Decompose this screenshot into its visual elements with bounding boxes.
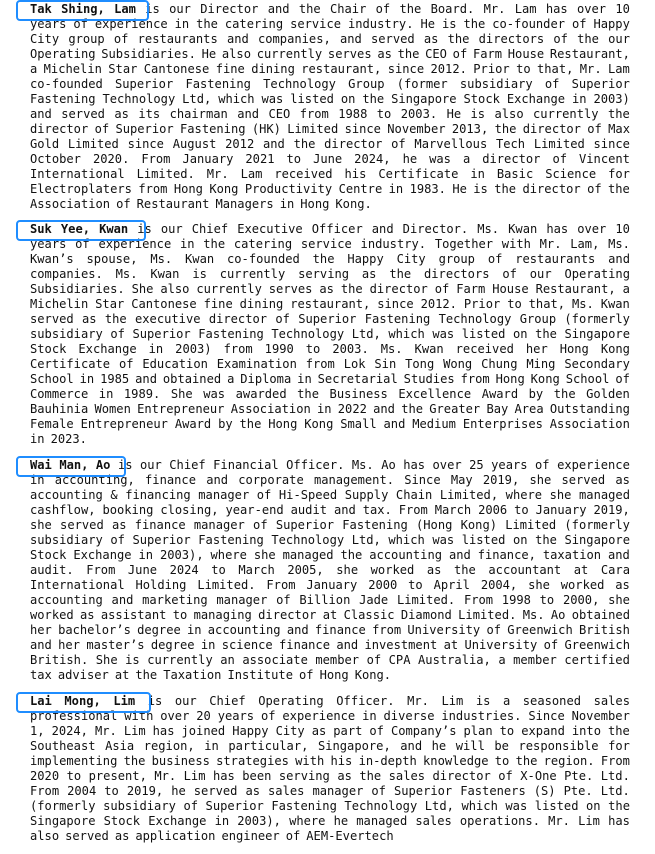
bio-line: Wai Man, Ao is our Chief Financial Officer. Ms. Ao has over 25 years of experience bbox=[30, 458, 630, 472]
bio-line: From 2004 to 2019, he served as sales manager of Superior Fasteners (S) Pte. Ltd. bbox=[30, 784, 630, 798]
bio-line: School in 1985 and obtained a Diploma in Secretarial Studies from Hong Kong School of bbox=[30, 372, 630, 386]
bio-line: in accounting, finance and corporate management. Since May 2019, she served as bbox=[30, 473, 630, 487]
bio-line: Certificate of Education Examination from Lok Sin Tong Wong Chung Ming Secondary bbox=[30, 357, 630, 371]
bio-line: in 2023. bbox=[30, 432, 87, 446]
bio-line: worked as assistant to managing director at Classic Diamond Limited. Ms. Ao obtained bbox=[30, 608, 630, 622]
bio-line: subsidiary of Superior Fastening Technology Ltd, which was listed on the Singapore bbox=[30, 327, 630, 341]
bio-line: implementing the business strategies with his in-depth knowledge to the region. From bbox=[30, 754, 630, 768]
bio-line: years of experience in the catering service industry. Together with Mr. Lam, Ms. bbox=[30, 237, 630, 251]
bio-line: Stock Exchange in 2003) from 1990 to 2003. Ms. Kwan received her Hong Kong bbox=[30, 342, 630, 356]
bio-kwan bbox=[30, 222, 630, 447]
bio-line: City group of restaurants and companies, and served as the directors of the our bbox=[30, 32, 630, 46]
bio-line: 1, 2024, Mr. Lim has joined Happy City as part of Company’s plan to expand into the bbox=[30, 724, 630, 738]
bio-line: Singapore Stock Exchange in 2003), where he managed sales operations. Mr. Lim has bbox=[30, 814, 630, 828]
bio-line: Tak Shing, Lam is our Director and the Chair of the Board. Mr. Lam has over 10 bbox=[30, 2, 630, 16]
bio-line: Lai Mong, Lim is our Chief Operating Officer. Mr. Lim is a seasoned sales bbox=[30, 694, 630, 708]
bio-line: Association of Restaurant Managers in Hong Kong. bbox=[30, 197, 372, 211]
bio-line: a Michelin Star Cantonese fine dining restaurant, since 2012. Prior to that, Mr. Lam bbox=[30, 62, 630, 76]
name-highlight-kwan[interactable] bbox=[16, 220, 146, 241]
bio-line: cashflow, booking closing, year-end audit and tax. From March 2006 to January 2019, bbox=[30, 503, 630, 517]
bio-line: Gold Limited since August 2012 and the director of Marvellous Tech Limited since bbox=[30, 137, 630, 151]
bio-line: Female Entrepreneur Award by the Hong Kong Small and Medium Enterprises Association bbox=[30, 417, 630, 431]
bio-line: Stock Exchange in 2003), where she managed the accounting and finance, taxation and bbox=[30, 548, 630, 562]
bio-line: Bauhinia Women Entrepreneur Association in 2022 and the Greater Bay Area Outstanding bbox=[30, 402, 630, 416]
bio-line: October 2020. From January 2021 to June 2024, he was a director of Vincent bbox=[30, 152, 630, 166]
bio-line: accounting & financing manager of Hi-Speed Supply Chain Limited, where she managed bbox=[30, 488, 630, 502]
bio-line: subsidiary of Superior Fastening Technology Ltd, which was listed on the Singapore bbox=[30, 533, 630, 547]
bio-line: tax adviser at the Taxation Institute of Hong Kong. bbox=[30, 668, 392, 682]
bio-line: companies. Ms. Kwan is currently serving as the directors of our Operating bbox=[30, 267, 630, 281]
bio-lim bbox=[30, 694, 630, 844]
name-highlight-lim[interactable] bbox=[16, 692, 151, 713]
bio-lam bbox=[30, 2, 630, 212]
bio-line: served as the executive director of Superior Fastening Technology Group (formerly bbox=[30, 312, 630, 326]
bio-line: accounting and marketing manager of Billion Jade Limited. From 1998 to 2000, she bbox=[30, 593, 630, 607]
bio-line: and served as its chairman and CEO from 1988 to 2003. He is also currently the bbox=[30, 107, 630, 121]
bio-line: her bachelor’s degree in accounting and finance from University of Greenwich British bbox=[30, 623, 630, 637]
bio-line: (formerly subsidiary of Superior Fastening Technology Ltd, which was listed on the bbox=[30, 799, 630, 813]
bio-line: Michelin Star Cantonese fine dining restaurant, since 2012. Prior to that, Ms. Kwan bbox=[30, 297, 630, 311]
bio-line: audit. From June 2024 to March 2005, she worked as the accountant at Cara bbox=[30, 563, 630, 577]
bio-line: Suk Yee, Kwan is our Chief Executive Officer and Director. Ms. Kwan has over 10 bbox=[30, 222, 630, 236]
bio-line: she served as finance manager of Superior Fastening (Hong Kong) Limited (formerly bbox=[30, 518, 630, 532]
bio-line: British. She is currently an associate member of CPA Australia, a member certified bbox=[30, 653, 630, 667]
bio-line: and her master’s degree in science finance and investment at University of Greenwich bbox=[30, 638, 630, 652]
name-highlight-lam[interactable] bbox=[16, 0, 149, 21]
bio-line: Fastening Technology Ltd, which was listed on the Singapore Stock Exchange in 2003) bbox=[30, 92, 630, 106]
bio-ao bbox=[30, 458, 630, 683]
bio-line: Commerce in 1989. She was awarded the Business Excellence Award by the Golden bbox=[30, 387, 630, 401]
bio-line: professional with over 20 years of experience in diverse industries. Since November bbox=[30, 709, 630, 723]
bio-line: also served as application engineer of AEM-Evertech bbox=[30, 829, 394, 843]
bio-line: years of experience in the catering service industry. He is the co-founder of Happy bbox=[30, 17, 630, 31]
bio-line: Electroplaters from Hong Kong Productivity Centre in 1983. He is the director of the bbox=[30, 182, 630, 196]
bio-line: Southeast Asia region, in particular, Singapore, and he will be responsible for bbox=[30, 739, 630, 753]
name-highlight-ao[interactable] bbox=[16, 456, 126, 477]
bio-line: International Limited. Mr. Lam received his Certificate in Basic Science for bbox=[30, 167, 630, 181]
bio-line: Subsidiaries. She also currently serves as the director of Farm House Restaurant, a bbox=[30, 282, 630, 296]
bio-line: co-founded Superior Fastening Technology Group (former subsidiary of Superior bbox=[30, 77, 630, 91]
bio-line: Kwan’s spouse, Ms. Kwan co-founded the Happy City group of restaurants and bbox=[30, 252, 630, 266]
bio-line: International Holding Limited. From January 2000 to April 2004, she worked as bbox=[30, 578, 630, 592]
bio-line: Operating Subsidiaries. He also currently serves as the CEO of Farm House Restaurant, bbox=[30, 47, 630, 61]
bio-line: 2020 to present, Mr. Lim has been serving as the sales director of X-One Pte. Ltd. bbox=[30, 769, 630, 783]
bio-line: director of Superior Fastening (HK) Limited since November 2013, the director of Max bbox=[30, 122, 630, 136]
